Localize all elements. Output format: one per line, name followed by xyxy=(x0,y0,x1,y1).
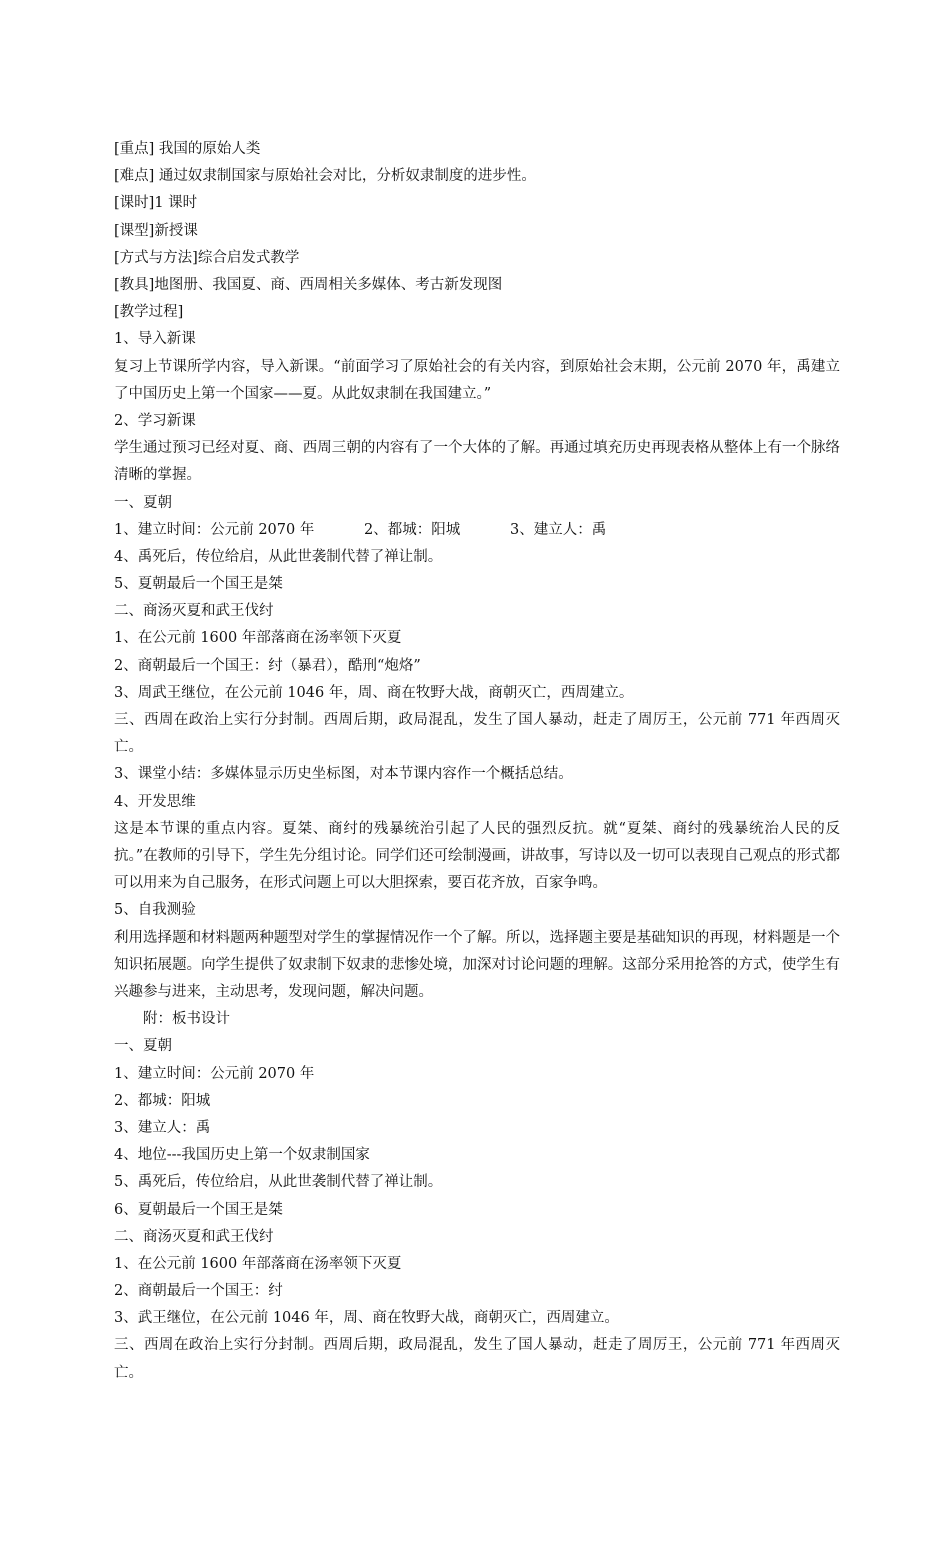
list-item: 2、都城：阳城 xyxy=(114,1092,211,1109)
list-item: 5、夏朝最后一个国王是桀 xyxy=(114,576,283,593)
list-item: 3、武王继位，在公元前 1046 年，周、商在牧野大战，商朝灭亡，西周建立。 xyxy=(114,1310,619,1327)
method-line: [方式与方法]综合启发式教学 xyxy=(114,249,300,266)
shang-heading: 二、商汤灭夏和武王伐纣 xyxy=(114,603,274,620)
zhou-paragraph: 三、西周在政治上实行分封制。西周后期，政局混乱，发生了国人暴动，赶走了周厉王，公元前 771 年西周灭亡。 xyxy=(114,712,840,756)
list-item: 3、周武王继位，在公元前 1046 年，周、商在牧野大战，商朝灭亡，西周建立。 xyxy=(114,684,634,701)
list-item: 2、商朝最后一个国王：纣（暴君），酷刑“炮烙” xyxy=(114,657,421,674)
list-item: 6、夏朝最后一个国王是桀 xyxy=(114,1201,283,1218)
list-item: 4、禹死后，传位给启，从此世袭制代替了禅让制。 xyxy=(114,548,443,565)
list-item: 5、禹死后，传位给启，从此世袭制代替了禅让制。 xyxy=(114,1174,443,1191)
xia-founding-time: 1、建立时间：公元前 2070 年 xyxy=(114,521,315,538)
board-xia-heading: 一、夏朝 xyxy=(114,1038,172,1055)
summary-heading: 3、课堂小结：多媒体显示历史坐标图，对本节课内容作一个概括总结。 xyxy=(114,766,573,783)
list-item: 4、地位---我国历史上第一个奴隶制国家 xyxy=(114,1147,370,1164)
lesson-plan-body xyxy=(114,136,840,1387)
difficulty-line: [难点] 通过奴隶制国家与原始社会对比，分析奴隶制度的进步性。 xyxy=(114,168,536,185)
new-lesson-paragraph: 学生通过预习已经对夏、商、西周三朝的内容有了一个大体的了解。再通过填充历史再现表格从整体上有一个脉络清晰的掌握。 xyxy=(114,440,840,484)
intro-paragraph: 复习上节课所学内容，导入新课。“前面学习了原始社会的有关内容，到原始社会末期，公元前 2070 年，禹建立了中国历史上第一个国家——夏。从此奴隶制在我国建立。” xyxy=(114,358,840,402)
lesson-type-line: [课型]新授课 xyxy=(114,222,198,239)
thinking-paragraph: 这是本节课的重点内容。夏桀、商纣的残暴统治引起了人民的强烈反抗。就“夏桀、商纣的残暴统治人民的反抗。”在教师的引导下，学生先分组讨论。同学们还可绘制漫画，讲故事，写诗以及一切可以表现自己观点的形式都可以用来为自己服务，在形式问题上可以大胆探索，要百花齐放，百家争鸣。 xyxy=(114,820,840,892)
thinking-heading: 4、开发思维 xyxy=(114,793,196,810)
list-item: 2、商朝最后一个国王：纣 xyxy=(114,1283,283,1300)
list-item: 3、建立人：禹 xyxy=(114,1119,211,1136)
new-lesson-heading: 2、学习新课 xyxy=(114,412,196,429)
xia-heading: 一、夏朝 xyxy=(114,494,172,511)
xia-founder: 3、建立人：禹 xyxy=(510,521,607,538)
key-point-line: [重点] 我国的原始人类 xyxy=(114,141,261,157)
teaching-process-heading: [教学过程] xyxy=(114,304,184,321)
list-item: 1、在公元前 1600 年部落商在汤率领下灭夏 xyxy=(114,630,402,647)
self-test-paragraph: 利用选择题和材料题两种题型对学生的掌握情况作一个了解。所以，选择题主要是基础知识的再现，材料题是一个知识拓展题。向学生提供了奴隶制下奴隶的悲惨处境，加深对讨论问题的理解。这部分采用抢答的方式，使学生有兴趣参与进来，主动思考，发现问题，解决问题。 xyxy=(114,929,840,1000)
xia-facts-row xyxy=(114,517,840,544)
list-item: 1、建立时间：公元前 2070 年 xyxy=(114,1065,315,1082)
board-design-title: 附：板书设计 xyxy=(143,1011,230,1028)
xia-capital: 2、都城：阳城 xyxy=(364,521,461,538)
teaching-aids-line: [教具]地图册、我国夏、商、西周相关多媒体、考古新发现图 xyxy=(114,276,503,293)
self-test-heading: 5、自我测验 xyxy=(114,902,196,919)
board-shang-heading: 二、商汤灭夏和武王伐纣 xyxy=(114,1228,274,1245)
board-zhou-paragraph: 三、西周在政治上实行分封制。西周后期，政局混乱，发生了国人暴动，赶走了周厉王，公元前 771 年西周灭亡。 xyxy=(114,1337,840,1381)
list-item: 1、在公元前 1600 年部落商在汤率领下灭夏 xyxy=(114,1255,402,1272)
class-hours-line: [课时]1 课时 xyxy=(114,195,198,212)
intro-heading: 1、导入新课 xyxy=(114,331,196,348)
